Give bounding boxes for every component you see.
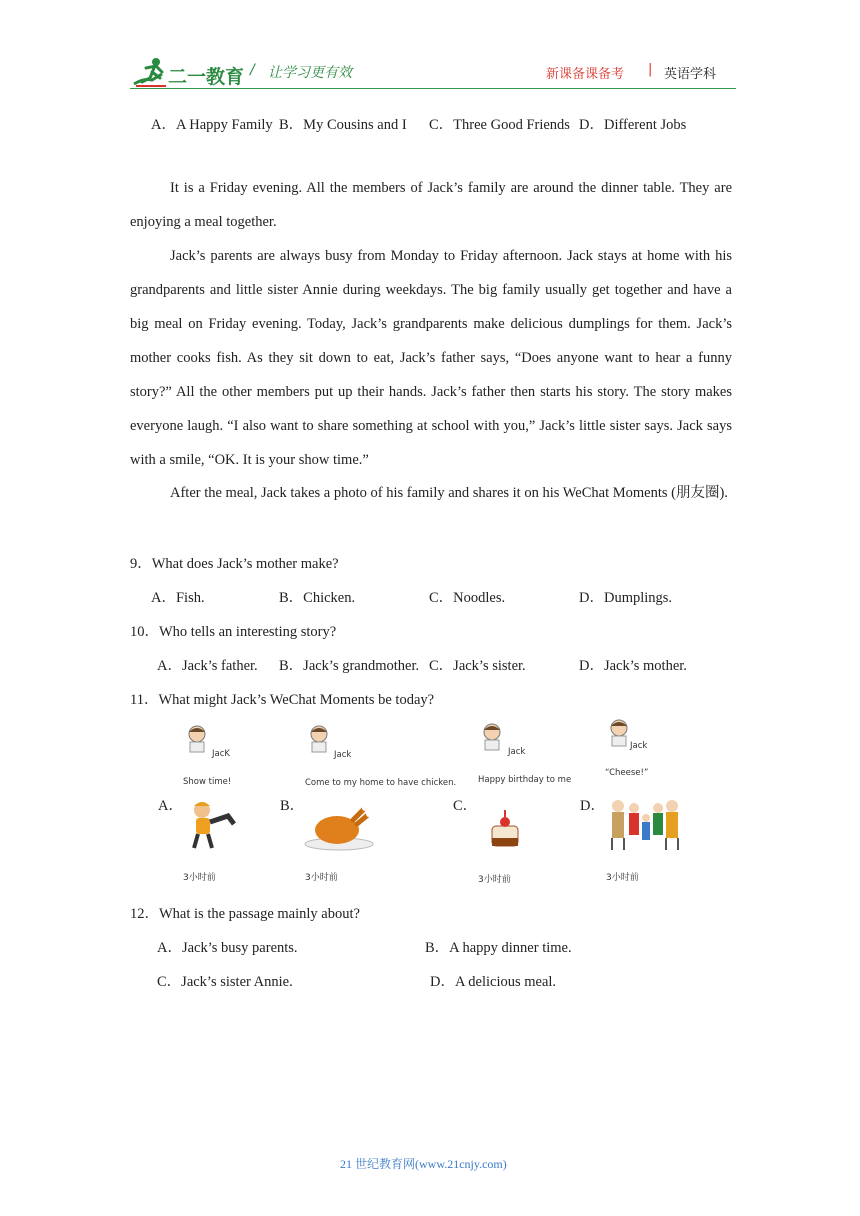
option-d: D．: [580, 798, 605, 814]
pic-name: JacK: [212, 749, 230, 759]
pic-time: 3小时前: [606, 873, 639, 883]
option-b: B．Jack’s grandmother.: [279, 658, 420, 674]
footer-text: 21 世纪教育网(www.21cnjy.com): [340, 1157, 507, 1171]
jack-avatar-icon: [481, 722, 503, 752]
option-a: A．: [158, 798, 183, 814]
birthday-cake-icon: [488, 808, 522, 852]
option-a: A．Jack’s busy parents.: [157, 940, 298, 956]
jack-avatar-icon: [608, 718, 630, 748]
header-divider: |: [648, 62, 653, 77]
pic-caption: Come to my home to have chicken.: [305, 778, 457, 788]
option-d: D．Jack’s mother.: [579, 658, 687, 674]
jack-avatar-icon: [186, 724, 208, 754]
prev-option-d: D．Different Jobs: [579, 117, 687, 133]
option-b: B．A happy dinner time.: [425, 940, 572, 956]
pic-name: Jack: [508, 747, 526, 757]
option-d: D．Dumplings.: [579, 590, 673, 606]
option-b: B．Chicken.: [279, 590, 356, 606]
option-a: A．Jack’s father.: [157, 658, 258, 674]
passage-paragraph: Jack’s parents are always busy from Monday to Friday afternoon. Jack stays at home with his grandparents and little sister Annie during weekdays. The big family usually get together and have a big meal on Friday evening. Today, Jack’s grandparents make delicious dumplings for them. Jack’s mother cooks fish. As they sit down to eat, Jack’s father says, “Does anyone want to hear a funny story?” All the other members put up their hands. Jack’s father then starts his story. The story makes everyone laugh. “I also want to share something at school with you,” Jack’s little sister says. Jack says with a smile, “OK. It is your show time.”: [130, 248, 732, 468]
question-stem: 12．What is the passage mainly about?: [130, 906, 360, 922]
pic-name: Jack: [334, 750, 352, 760]
question-stem: 10．Who tells an interesting story?: [130, 624, 337, 640]
pic-time: 3小时前: [305, 873, 338, 883]
passage-paragraph: After the meal, Jack takes a photo of his family and shares it on his WeChat Moments (朋友圈).: [170, 485, 728, 501]
header-rule: [130, 88, 736, 89]
logo-text: 二一教育: [168, 66, 245, 88]
prev-option-a: A．A Happy Family: [151, 117, 273, 133]
roast-chicken-icon: [303, 800, 375, 852]
pic-caption: Show time!: [183, 777, 232, 787]
prev-option-c: C．Three Good Friends: [429, 117, 570, 133]
option-b: B．: [280, 798, 305, 814]
option-c: C．Jack’s sister Annie.: [157, 974, 293, 990]
option-d: D．A delicious meal.: [430, 974, 557, 990]
dancing-child-icon: [182, 800, 240, 856]
question-stem: 9．What does Jack’s mother make?: [130, 556, 339, 572]
pic-time: 3小时前: [183, 873, 216, 883]
option-a: A．Fish.: [151, 590, 205, 606]
slogan-slash: /: [250, 62, 255, 78]
header-course-label: 新课备课备考: [546, 67, 625, 82]
pic-time: 3小时前: [478, 875, 511, 885]
runner-logo-icon: [132, 56, 170, 88]
option-c: C．Noodles.: [429, 590, 506, 606]
slogan: 让学习更有效: [268, 65, 352, 81]
jack-avatar-icon: [308, 724, 330, 754]
header-subject: 英语学科: [664, 67, 717, 82]
question-stem: 11．What might Jack’s WeChat Moments be today?: [130, 692, 435, 708]
prev-option-b: B．My Cousins and I: [279, 117, 407, 133]
option-c: C．Jack’s sister.: [429, 658, 526, 674]
passage-paragraph: It is a Friday evening. All the members of Jack’s family are around the dinner table. They are enjoying a meal together.: [130, 180, 732, 230]
pic-caption: “Cheese!”: [605, 768, 649, 778]
option-c: C．: [453, 798, 478, 814]
family-photo-icon: [606, 796, 684, 852]
pic-name: Jack: [630, 741, 648, 751]
pic-caption: Happy birthday to me: [478, 775, 572, 785]
